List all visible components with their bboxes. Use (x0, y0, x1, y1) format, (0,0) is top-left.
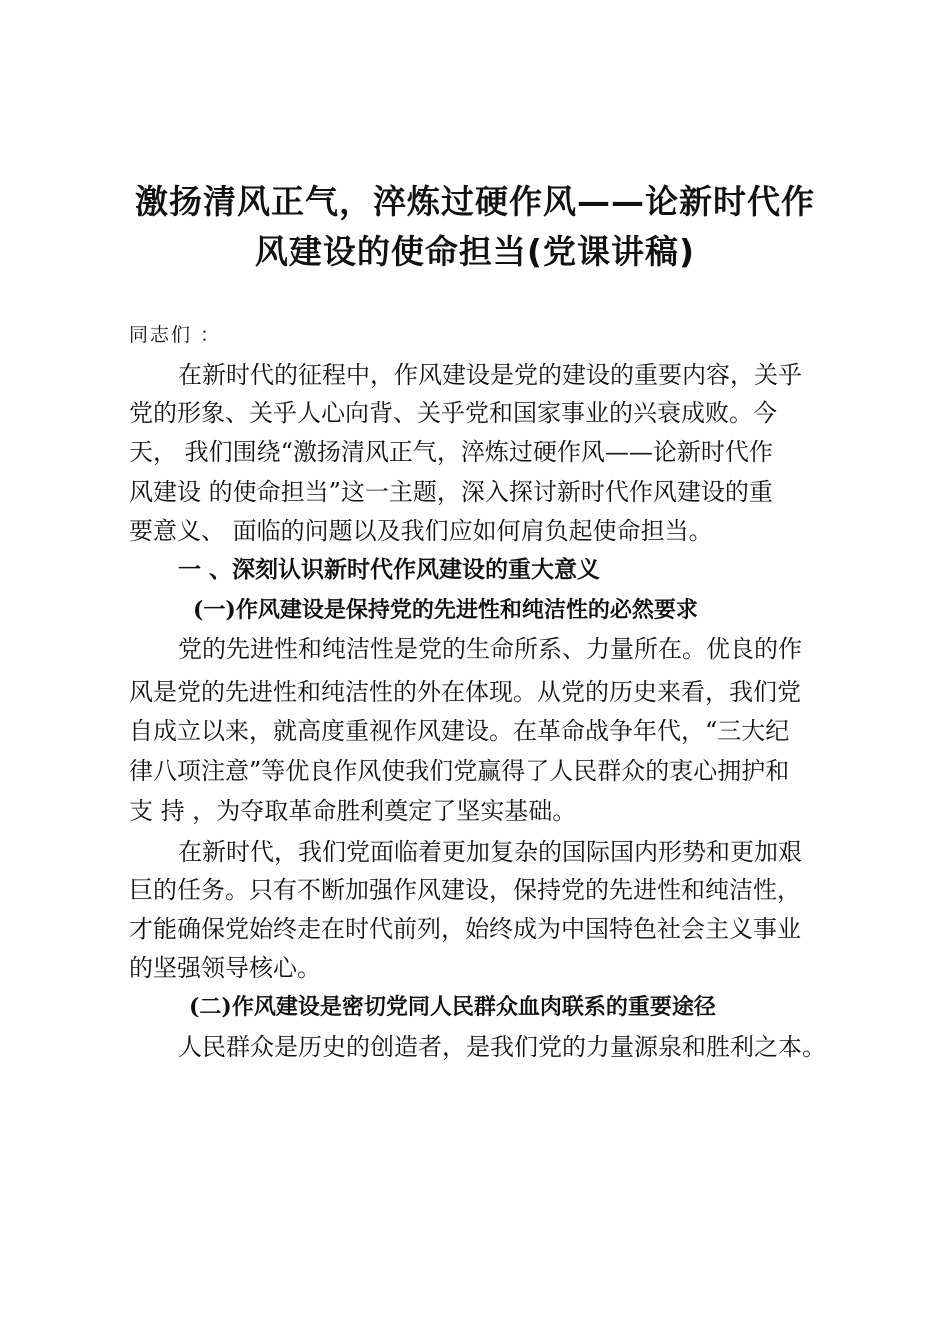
document-title-line-2: 风建设的使命担当(党课讲稿) (254, 232, 696, 271)
sub2-para1-line-1: 人民群众是历史的创造者，是我们党的力量源泉和胜利之本。 (178, 1033, 826, 1061)
intro-line-1: 在新时代的征程中，作风建设是党的建设的重要内容，关乎 (178, 361, 802, 389)
sub1-para2-line-2: 巨的任务。只有不断加强作风建设，保持党的先进性和纯洁性， (129, 876, 801, 904)
subsection-2-heading: (二)作风建设是密切党同人民群众血肉联系的重要途径 (189, 994, 716, 1020)
sub1-para1-line-5: 支 持 ，为夺取革命胜利奠定了坚实基础。 (129, 797, 577, 825)
intro-line-5: 要意义、 面临的问题以及我们应如何肩负起使命担当。 (129, 517, 713, 545)
subsection-1-heading: (一)作风建设是保持党的先进性和纯洁性的必然要求 (193, 597, 698, 623)
sub1-para1-line-1: 党的先进性和纯洁性是党的生命所系、力量所在。优良的作 (178, 635, 802, 663)
sub1-para1-line-2: 风是党的先进性和纯洁性的外在体现。从党的历史来看，我们党 (129, 678, 801, 706)
intro-line-4: 风建设 的使命担当”这一主题，深入探讨新时代作风建设的重 (129, 478, 773, 506)
sub1-para2-line-4: 的坚强领导核心。 (129, 954, 321, 982)
sub1-para1-line-4: 律八项注意”等优良作风使我们党赢得了人民群众的衷心拥护和 (129, 757, 790, 785)
intro-line-2: 党的形象、关乎人心向背、关乎党和国家事业的兴衰成败。今 (129, 399, 777, 427)
section-1-heading: 一 、深刻认识新时代作风建设的重大意义 (178, 557, 601, 583)
sub1-para2-line-1: 在新时代，我们党面临着更加复杂的国际国内形势和更加艰 (178, 838, 802, 866)
sub1-para2-line-3: 才能确保党始终走在时代前列，始终成为中国特色社会主义事业 (129, 915, 801, 943)
intro-line-3: 天， 我们围绕“激扬清风正气，淬炼过硬作风——论新时代作 (129, 438, 773, 466)
sub1-para1-line-3: 自成立以来，就高度重视作风建设。在革命战争年代，“三大纪 (129, 717, 790, 745)
document-title-line-1: 激扬清风正气，淬炼过硬作风——论新时代作 (135, 182, 815, 221)
greeting: 同志们 ： (129, 324, 222, 346)
